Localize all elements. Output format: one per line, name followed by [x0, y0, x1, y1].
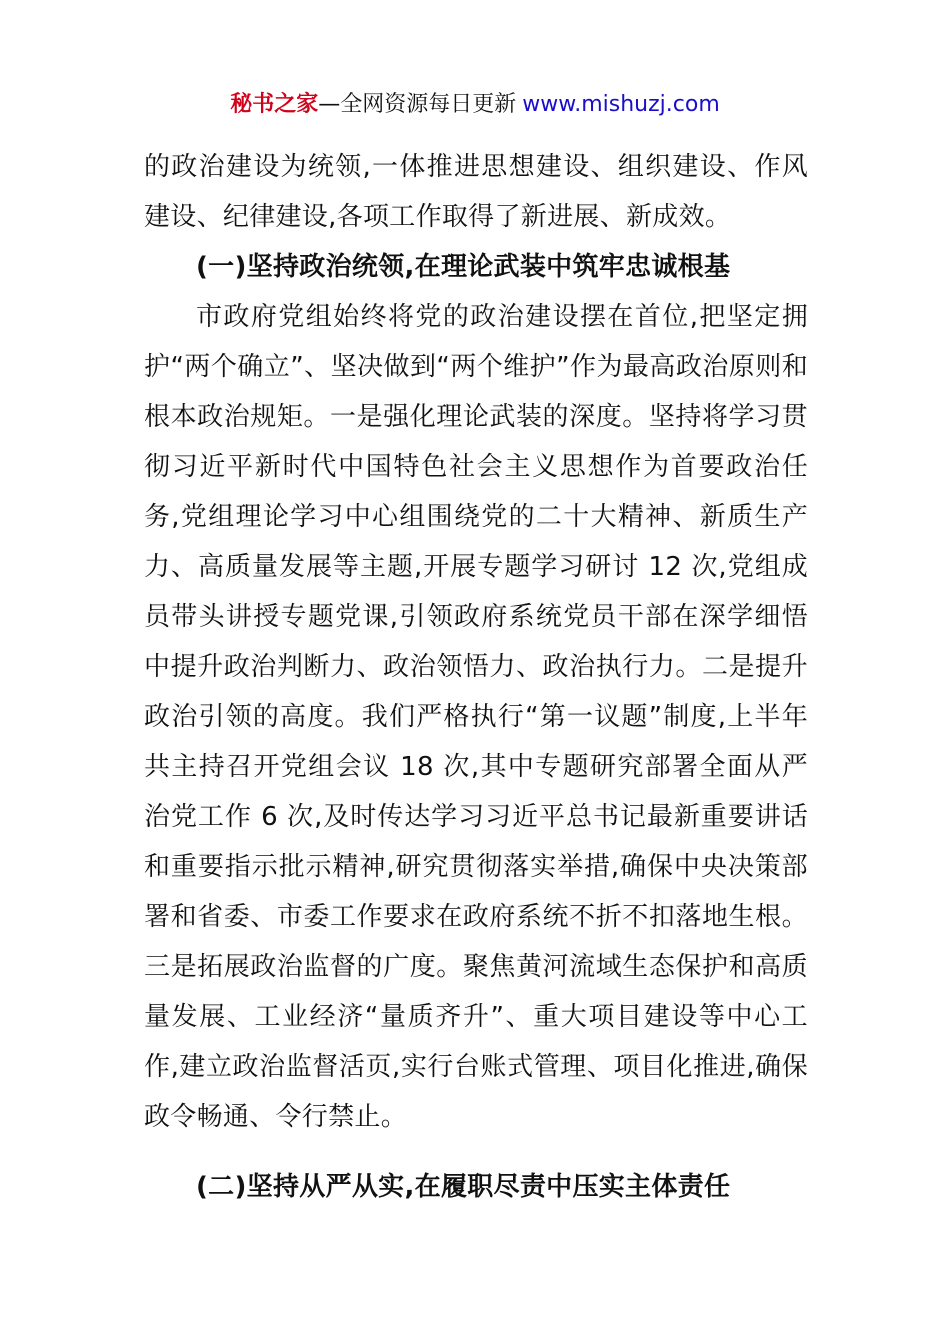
section1-paragraph: 市政府党组始终将党的政治建设摆在首位,把坚定拥护“两个确立”、坚决做到“两个维护”作为最高政治原则和根本政治规矩。一是强化理论武装的深度。坚持将学习贯彻习近平新时代中国特色社会主义思想作为首要政治任务,党组理论学习中心组围绕党的二十大精神、新质生产力、高质量发展等主题,开展专题学习研讨 12 次,党组成员带头讲授专题党课,引领政府系统党员干部在深学细悟中提升政治判断力、政治领悟力、政治执行力。二是提升政治引领的高度。我们严格执行“第一议题”制度,上半年共主持召开党组会议 18 次,其中专题研究部署全面从严治党工作 6 次,及时传达学习习近平总书记最新重要讲话和重要指示批示精神,研究贯彻落实举措,确保中央决策部署和省委、市委工作要求在政府系统不折不扣落地生根。三是拓展政治监督的广度。聚焦黄河流域生态保护和高质量发展、工业经济“量质齐升”、重大项目建设等中心工作,建立政治监督活页,实行台账式管理、项目化推进,确保政令畅通、令行禁止。 — [144, 302, 808, 1132]
header-url-link[interactable]: www.mishuzj.com — [522, 92, 720, 117]
header-tagline: 全网资源每日更新 — [340, 92, 517, 117]
header-dash: — — [318, 92, 341, 117]
header-brand: 秘书之家 — [230, 92, 319, 117]
section1-heading: (一)坚持政治统领,在理论武装中筑牢忠诚根基 — [196, 252, 731, 282]
paragraph-spacer — [144, 1142, 808, 1162]
section2-heading: (二)坚持从严从实,在履职尽责中压实主体责任 — [196, 1172, 731, 1202]
document-body — [144, 142, 808, 1212]
opening-paragraph: 的政治建设为统领,一体推进思想建设、组织建设、作风建设、纪律建设,各项工作取得了新进展、新成效。 — [144, 152, 808, 232]
page-header — [0, 88, 950, 122]
